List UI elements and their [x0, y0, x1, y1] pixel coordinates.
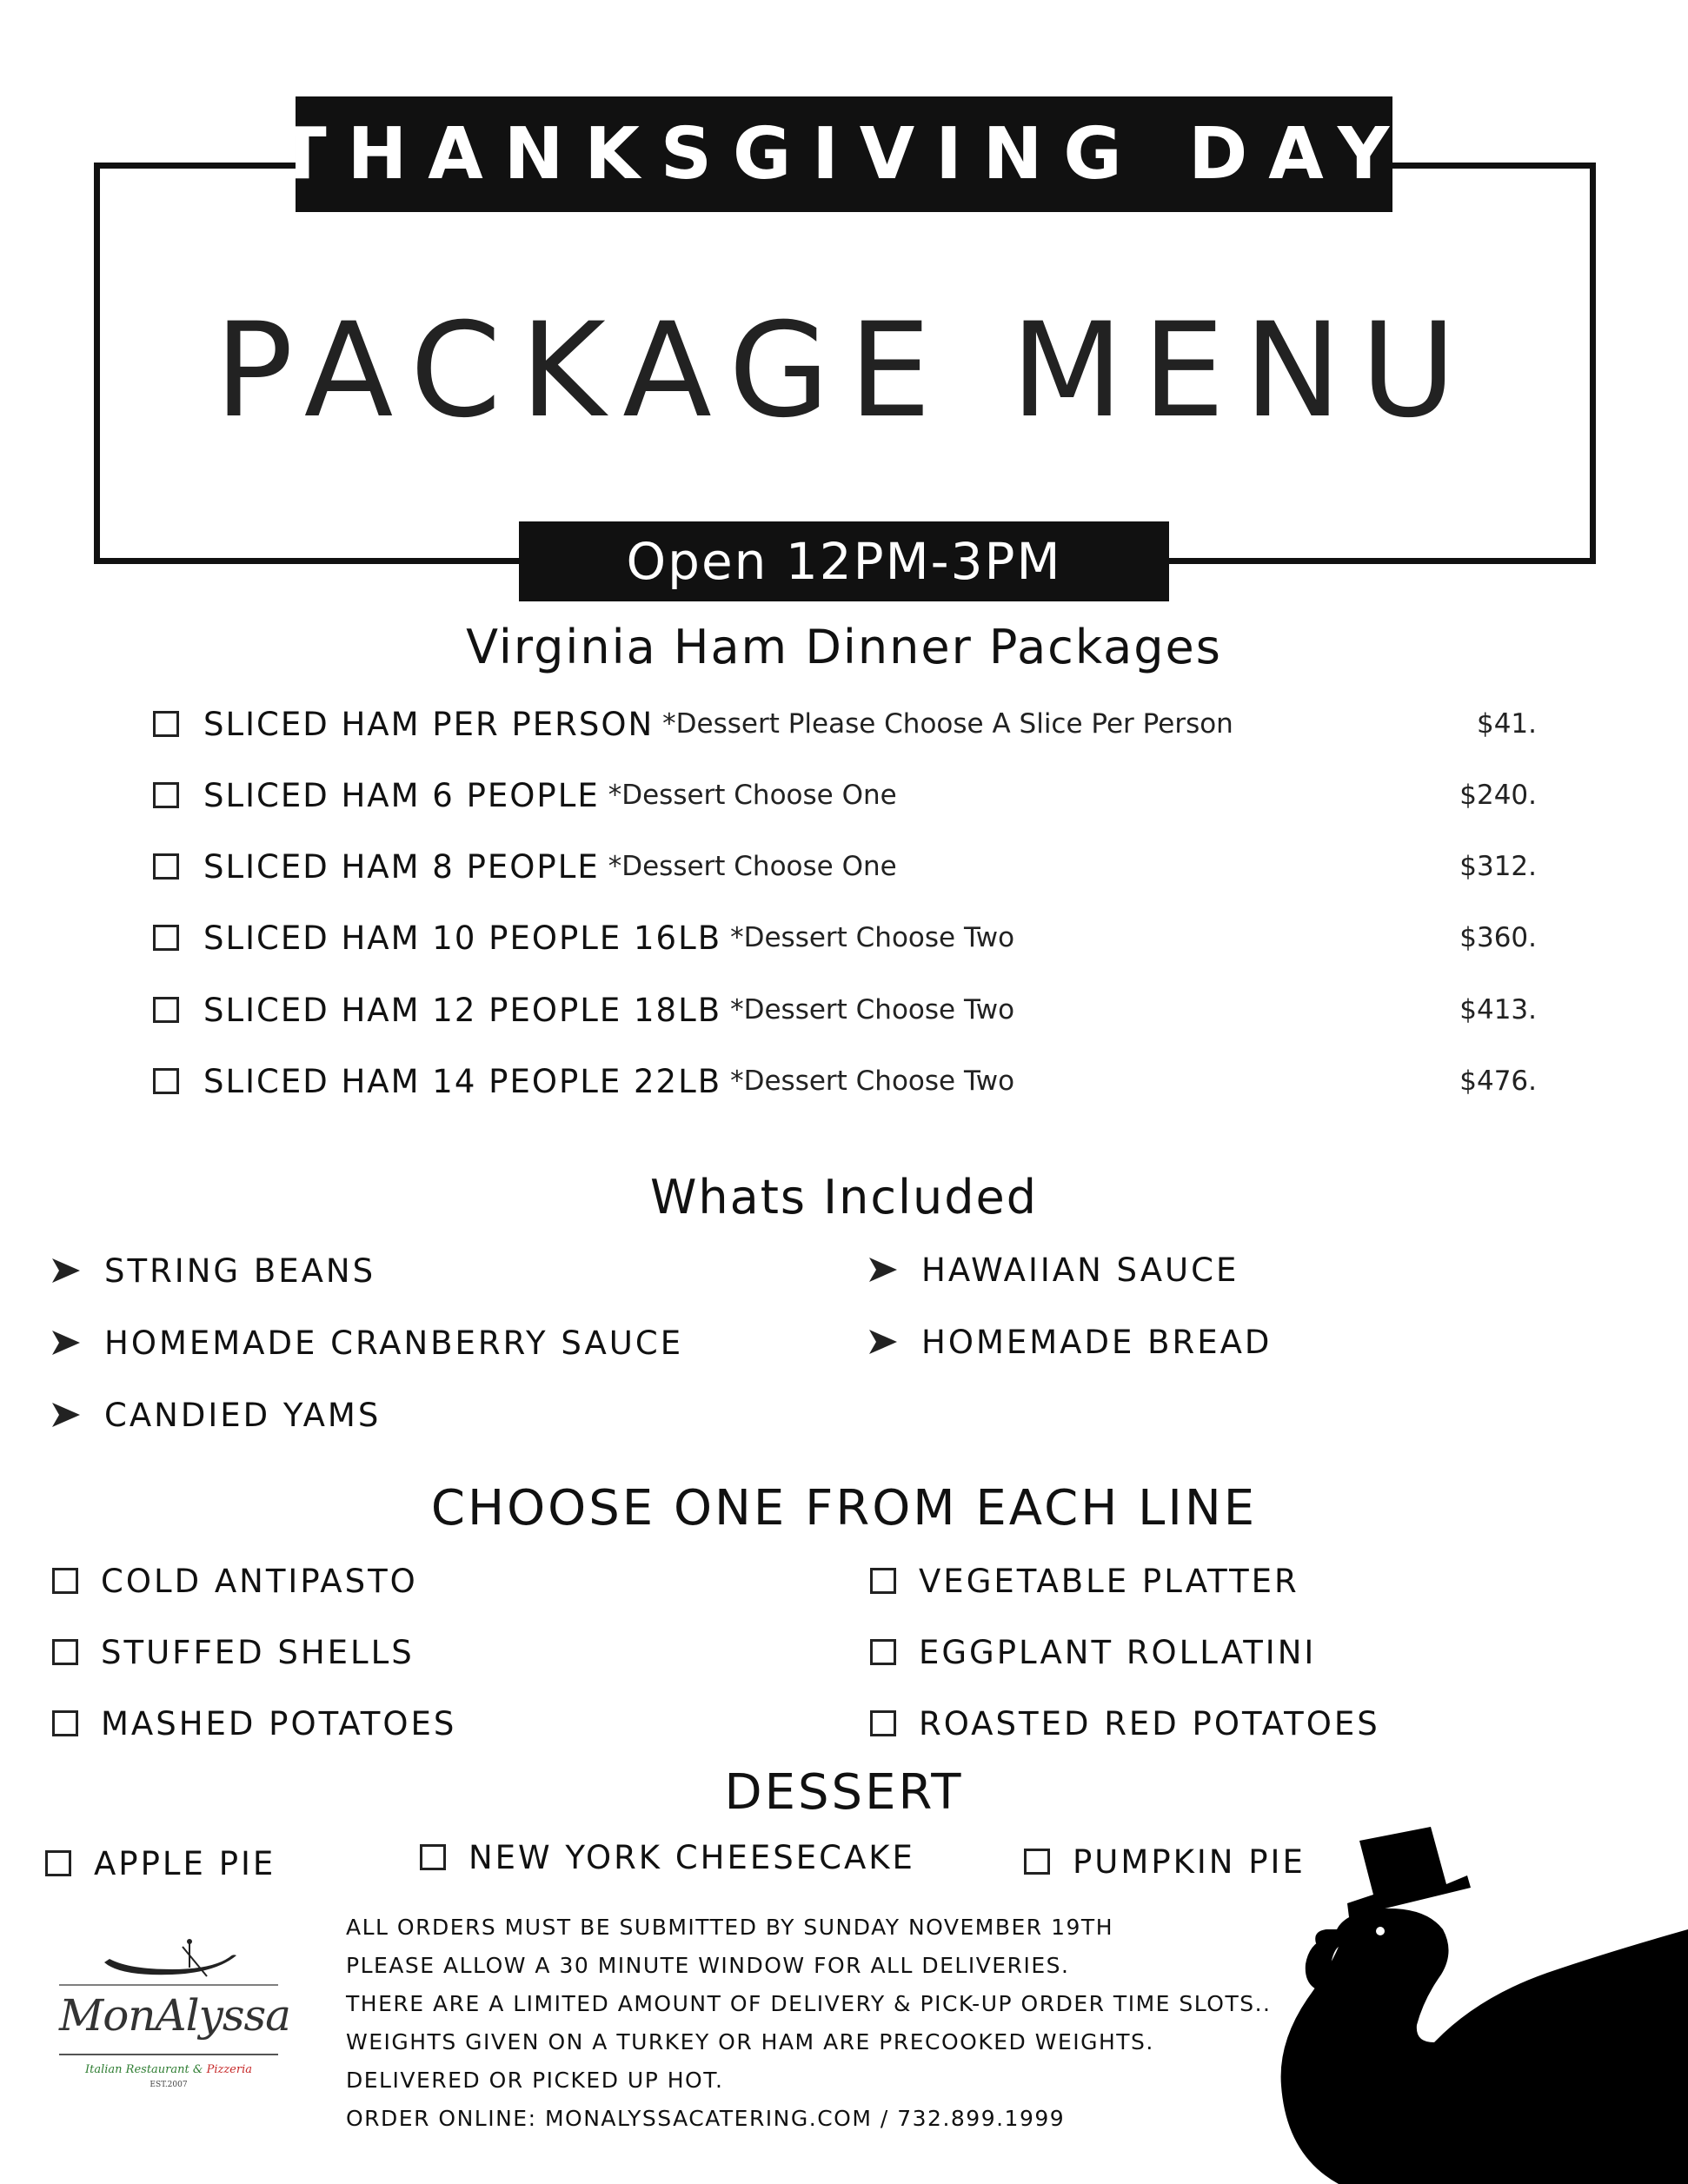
- package-price: $476.: [1459, 1065, 1537, 1097]
- checkbox-icon[interactable]: [153, 711, 179, 737]
- included-item: [50, 1249, 375, 1292]
- packages-heading: Virginia Ham Dinner Packages: [466, 620, 1222, 674]
- note-line: ALL ORDERS MUST BE SUBMITTED BY SUNDAY NOVEMBER 19TH: [346, 1915, 1114, 1940]
- package-name: SLICED HAM 10 PEOPLE 16LB: [203, 919, 722, 957]
- logo-wordmark: MonAlyssa: [59, 1990, 290, 2041]
- option-label: ROASTED RED POTATOES: [919, 1704, 1380, 1743]
- dessert-label: NEW YORK CHEESECAKE: [469, 1838, 915, 1876]
- checkbox-icon[interactable]: [52, 1710, 78, 1736]
- included-item: [50, 1321, 683, 1364]
- package-row: [153, 1059, 1544, 1103]
- package-price: $312.: [1459, 851, 1537, 882]
- checkbox-icon[interactable]: [45, 1850, 71, 1876]
- checkbox-icon[interactable]: [153, 1068, 179, 1094]
- option-item[interactable]: [870, 1630, 1316, 1674]
- dessert-option[interactable]: [1024, 1840, 1306, 1883]
- option-item[interactable]: [52, 1559, 418, 1603]
- package-price: $240.: [1459, 780, 1537, 811]
- note-line: WEIGHTS GIVEN ON A TURKEY OR HAM ARE PRECOOKED WEIGHTS.: [346, 2029, 1154, 2055]
- dessert-label: APPLE PIE: [94, 1844, 276, 1882]
- checkbox-icon[interactable]: [153, 997, 179, 1023]
- option-label: MASHED POTATOES: [101, 1704, 457, 1743]
- dessert-label: PUMPKIN PIE: [1073, 1842, 1306, 1881]
- order-notes: [346, 1909, 1272, 2138]
- banner-text: THANKSGIVING DAY: [277, 113, 1411, 196]
- included-item-label: STRING BEANS: [104, 1251, 376, 1290]
- hours-text: Open 12PM-3PM: [626, 532, 1062, 591]
- package-note: *Dessert Choose Two: [730, 994, 1015, 1026]
- note-line: THERE ARE A LIMITED AMOUNT OF DELIVERY & PICK-UP ORDER TIME SLOTS..: [346, 1991, 1272, 2016]
- checkbox-icon[interactable]: [870, 1568, 896, 1594]
- checkbox-icon[interactable]: [153, 782, 179, 808]
- package-row: [153, 773, 1544, 817]
- choose-heading: CHOOSE ONE FROM EACH LINE: [430, 1480, 1258, 1537]
- included-heading: Whats Included: [649, 1170, 1039, 1225]
- option-item[interactable]: [52, 1630, 415, 1674]
- dessert-option[interactable]: [420, 1835, 915, 1879]
- package-name: SLICED HAM PER PERSON: [203, 705, 655, 743]
- package-note: *Dessert Choose Two: [730, 1065, 1015, 1097]
- logo-subtitle-green: Italian Restaurant &: [84, 2063, 203, 2076]
- logo-established: EST.2007: [150, 2081, 188, 2089]
- checkbox-icon[interactable]: [153, 853, 179, 880]
- dessert-option[interactable]: [45, 1842, 276, 1885]
- note-line: ORDER ONLINE: MONALYSSACATERING.COM / 732.899.1999: [346, 2106, 1066, 2131]
- option-label: EGGPLANT ROLLATINI: [919, 1633, 1317, 1671]
- package-row: [153, 916, 1544, 959]
- package-name: SLICED HAM 6 PEOPLE: [203, 776, 600, 814]
- package-price: $413.: [1459, 994, 1537, 1026]
- option-item[interactable]: [870, 1702, 1380, 1745]
- package-note: *Dessert Choose Two: [730, 922, 1015, 953]
- package-price: $360.: [1459, 922, 1537, 953]
- page-title: PACKAGE MENU: [214, 295, 1476, 447]
- dessert-heading: DESSERT: [724, 1764, 964, 1821]
- option-label: VEGETABLE PLATTER: [919, 1562, 1299, 1600]
- arrow-bullet-icon: [50, 1257, 82, 1285]
- option-label: COLD ANTIPASTO: [101, 1562, 418, 1600]
- package-row: [153, 988, 1544, 1032]
- turkey-silhouette: [1269, 1782, 1688, 2184]
- checkbox-icon[interactable]: [153, 925, 179, 951]
- note-line: PLEASE ALLOW A 30 MINUTE WINDOW FOR ALL DELIVERIES.: [346, 1953, 1070, 1978]
- included-item-label: HOMEMADE BREAD: [921, 1323, 1273, 1361]
- logo-subtitle-red: Pizzeria: [206, 2063, 252, 2076]
- package-name: SLICED HAM 12 PEOPLE 18LB: [203, 991, 722, 1029]
- checkbox-icon[interactable]: [870, 1639, 896, 1665]
- logo-divider: [59, 2054, 278, 2055]
- package-note: *Dessert Choose One: [608, 780, 897, 811]
- arrow-bullet-icon: [50, 1401, 82, 1429]
- package-row: [153, 702, 1544, 746]
- gondola-icon: [59, 1936, 278, 1988]
- package-name: SLICED HAM 8 PEOPLE: [203, 847, 600, 886]
- checkbox-icon[interactable]: [420, 1844, 446, 1870]
- checkbox-icon[interactable]: [52, 1568, 78, 1594]
- included-item-label: HOMEMADE CRANBERRY SAUCE: [104, 1324, 684, 1362]
- option-label: STUFFED SHELLS: [101, 1633, 415, 1671]
- arrow-bullet-icon: [50, 1329, 82, 1357]
- included-item-label: HAWAIIAN SAUCE: [921, 1251, 1239, 1289]
- option-item[interactable]: [52, 1702, 456, 1745]
- option-item[interactable]: [870, 1559, 1299, 1603]
- arrow-bullet-icon: [867, 1328, 899, 1356]
- top-banner: [277, 96, 1411, 212]
- package-row: [153, 845, 1544, 888]
- included-item: [50, 1393, 381, 1437]
- checkbox-icon[interactable]: [1024, 1849, 1050, 1875]
- checkbox-icon[interactable]: [52, 1639, 78, 1665]
- note-line: DELIVERED OR PICKED UP HOT.: [346, 2068, 724, 2093]
- logo-subtitle: [59, 2063, 278, 2076]
- package-note: *Dessert Choose One: [608, 851, 897, 882]
- included-item: [867, 1320, 1272, 1364]
- restaurant-logo: [59, 1936, 290, 2096]
- package-price: $41.: [1476, 708, 1537, 740]
- included-item: [867, 1248, 1239, 1291]
- checkbox-icon[interactable]: [870, 1710, 896, 1736]
- included-item-label: CANDIED YAMS: [104, 1396, 382, 1434]
- arrow-bullet-icon: [867, 1256, 899, 1284]
- hours-banner: [519, 521, 1169, 601]
- package-note: *Dessert Please Choose A Slice Per Person: [662, 708, 1233, 740]
- package-name: SLICED HAM 14 PEOPLE 22LB: [203, 1062, 722, 1100]
